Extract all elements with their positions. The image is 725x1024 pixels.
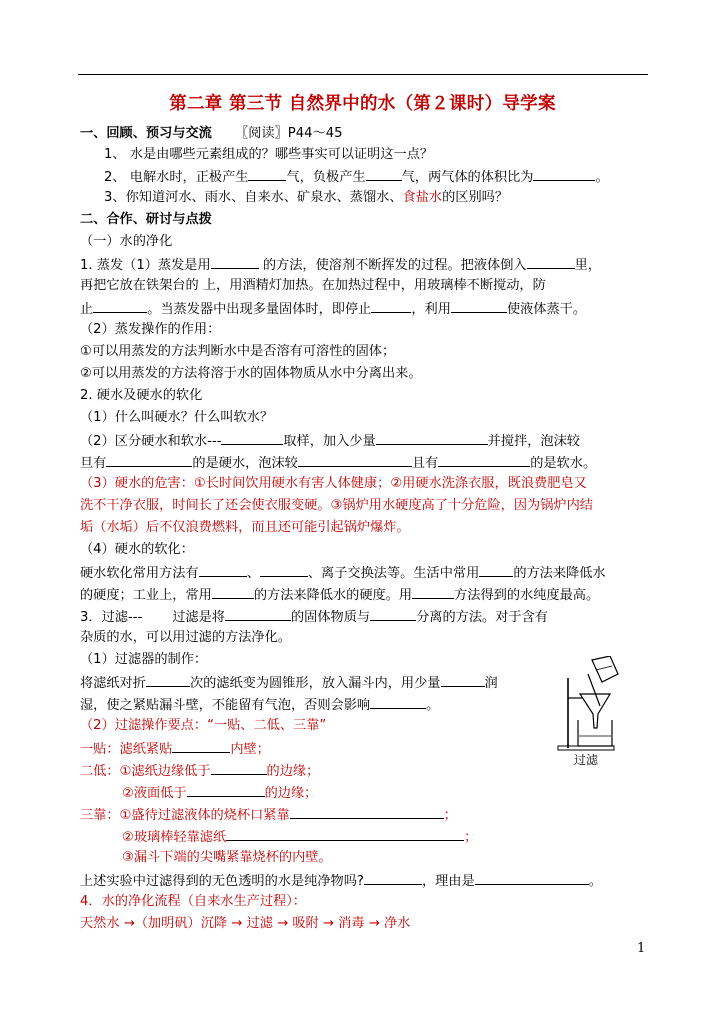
text: 方法得到的水纯度最高。 <box>454 588 600 603</box>
filter-making-heading: （1）过滤器的制作： <box>80 652 208 667</box>
hard-water-line-4 <box>80 452 596 474</box>
q3-highlight: 食盐水 <box>402 190 443 205</box>
text: 3．过滤--- <box>80 610 143 625</box>
text: 取样，加入少量 <box>283 434 376 449</box>
q2-text-a: 2、 电解水时，正极产生 <box>104 170 249 185</box>
section-heading-1 <box>80 124 343 144</box>
text: 的硬度；工业上，常用 <box>80 588 212 603</box>
text: ； <box>464 830 478 845</box>
blank[interactable] <box>146 672 190 687</box>
text: 止 <box>80 302 94 317</box>
text: 。 <box>588 874 602 889</box>
blank[interactable] <box>290 804 444 819</box>
text: 次的滤纸变为圆锥形，放入漏斗内，用少量 <box>189 676 441 691</box>
text: 一贴：滤纸紧贴 <box>80 742 173 757</box>
evaporation-line-6: ②可以用蒸发的方法将溶于水的固体物质从水中分离出来。 <box>80 366 422 381</box>
question-2 <box>104 166 609 188</box>
section-1-title: 一、回顾、预习与交流 <box>80 126 212 141</box>
text: 的方法，使溶剂不断挥发的过程。把液体倒入 <box>258 258 527 273</box>
blank[interactable] <box>364 870 422 885</box>
text: ②玻璃棒轻靠滤纸 <box>122 830 227 845</box>
blank[interactable] <box>226 826 464 841</box>
text: 使液体蒸干。 <box>506 302 587 317</box>
blank[interactable] <box>376 430 488 445</box>
text: 的方法来降低水 <box>513 566 606 581</box>
purification-flow-title: 4．水的净化流程（自来水生产过程）： <box>80 894 306 909</box>
q2-text-c: 气，两气体的体积比为 <box>401 170 534 185</box>
text: 。 <box>426 698 440 713</box>
three-lean-2 <box>122 826 477 848</box>
hard-water-softening: （4）硬水的软化： <box>80 542 194 557</box>
text: 将滤纸对折 <box>80 676 146 691</box>
text: 的固体物质与 <box>290 610 371 625</box>
text: 分离的方法。对于含有 <box>416 610 548 625</box>
page-title: 第二章 第三节 自然界中的水（第２课时）导学案 <box>169 94 556 114</box>
blank[interactable] <box>533 166 595 181</box>
blank[interactable] <box>106 452 192 467</box>
evaporation-line-2: 再把它放在铁架台的 上，用酒精灯加热。在加热过程中，用玻璃棒不断搅动，防 <box>80 278 546 293</box>
softening-line-1 <box>80 562 606 584</box>
reading-reference: 〖阅读〗P44～45 <box>235 126 343 141</box>
text: 的边缘； <box>266 764 320 779</box>
section-heading-2: 二、合作、研讨与点拨 <box>80 212 212 227</box>
text: 1. 蒸发（1）蒸发是用 <box>80 258 211 273</box>
text: ②液面低于 <box>122 786 187 801</box>
question-1: 1、 水是由哪些元素组成的？哪些事实可以证明这一点？ <box>104 147 434 162</box>
text: 二低：①滤纸边缘低于 <box>80 764 211 779</box>
hard-water-line-3 <box>80 430 580 452</box>
hard-water-harm-1: （3）硬水的危害：①长时间饮用硬水有害人体健康；②用硬水洗涤衣服，既浪费肥皂又 <box>80 476 587 491</box>
blank[interactable] <box>527 254 575 269</box>
dash-gap <box>142 607 172 621</box>
blank[interactable] <box>441 672 485 687</box>
text: 过滤是将 <box>172 610 225 625</box>
blank[interactable] <box>371 298 411 313</box>
blank[interactable] <box>298 452 412 467</box>
text: 的边缘； <box>264 786 318 801</box>
blank[interactable] <box>212 584 254 599</box>
hard-water-heading: 2. 硬水及硬水的软化 <box>80 388 203 403</box>
text: 的是硬水，泡沫较 <box>192 456 298 471</box>
question-3 <box>104 188 508 208</box>
filtrate-question <box>80 870 602 892</box>
text: 旦有 <box>80 456 107 471</box>
two-low-2 <box>122 782 317 804</box>
q3-text-c: 的区别吗？ <box>442 190 509 205</box>
blank[interactable] <box>93 298 147 313</box>
filtration-key-points: （2）过滤操作要点：“一贴、二低、三靠” <box>80 718 327 733</box>
text: 内壁； <box>230 742 270 757</box>
text: ，利用 <box>411 302 451 317</box>
two-low-1 <box>80 760 319 782</box>
filter-making-line-2 <box>80 694 439 716</box>
q2-text-d: 。 <box>595 170 609 185</box>
filter-making-line-1 <box>80 672 498 694</box>
text: ； <box>443 808 457 823</box>
blank[interactable] <box>172 738 230 753</box>
blank[interactable] <box>199 562 247 577</box>
purification-flow: 天然水 →（加明矾）沉降 → 过滤 → 吸附 → 消毒 → 净水 <box>80 916 411 931</box>
three-lean-1 <box>80 804 457 826</box>
q2-text-b: 气，负极产生 <box>286 170 366 185</box>
text: 、离子交换法等。生活中常用 <box>307 566 480 581</box>
hard-water-line-2: （1）什么叫硬水？什么叫软水？ <box>80 410 274 425</box>
blank[interactable] <box>451 298 507 313</box>
blank[interactable] <box>211 760 267 775</box>
text: 湿，使之紧贴漏斗壁，不能留有气泡，否则会影响 <box>80 698 371 713</box>
header-rule <box>78 74 648 75</box>
filtration-line-1 <box>80 606 548 628</box>
hard-water-harm-3: 垢（水垢）后不仅浪费燃料，而且还可能引起锅炉爆炸。 <box>80 520 410 535</box>
evaporation-line-4: （2）蒸发操作的作用： <box>80 322 221 337</box>
blank[interactable] <box>438 452 530 467</box>
evaporation-line-5: ①可以用蒸发的方法判断水中是否溶有可溶性的固体； <box>80 344 396 359</box>
blank[interactable] <box>475 870 589 885</box>
blank[interactable] <box>225 606 291 621</box>
text: 的方法来降低水的硬度。用 <box>253 588 413 603</box>
three-lean-3: ③漏斗下端的尖嘴紧靠烧杯的内壁。 <box>122 850 332 865</box>
blank[interactable] <box>187 782 265 797</box>
blank[interactable] <box>211 254 259 269</box>
text: 、 <box>246 566 260 581</box>
blank[interactable] <box>370 694 426 709</box>
text: 润 <box>484 676 498 691</box>
subsection-water-purification: （一）水的净化 <box>80 234 173 249</box>
text: （2）区分硬水和软水--- <box>80 434 222 449</box>
text: 里， <box>574 258 601 273</box>
evaporation-line-3 <box>80 298 586 320</box>
text: 的是软水。 <box>530 456 597 471</box>
filtration-line-2: 杂质的水，可以用过滤的方法净化。 <box>80 630 291 645</box>
evaporation-line-1 <box>80 254 601 276</box>
text: 硬水软化常用方法有 <box>80 566 199 581</box>
blank[interactable] <box>221 430 283 445</box>
softening-line-2 <box>80 584 599 606</box>
blank[interactable] <box>260 562 308 577</box>
text: 上述实验中过滤得到的无色透明的水是纯净物吗? <box>80 874 364 889</box>
blank[interactable] <box>479 562 513 577</box>
page-number: 1 <box>637 941 646 956</box>
text: ，理由是 <box>421 874 475 889</box>
text: 并搅拌，泡沫较 <box>487 434 580 449</box>
text: 且有 <box>411 456 439 471</box>
blank[interactable] <box>370 606 416 621</box>
hard-water-harm-2: 洗不干净衣服，时间长了还会使衣服变硬。③锅炉用水硬度高了十分危险，因为锅炉内结 <box>80 498 593 513</box>
text: 三靠：①盛待过滤液体的烧杯口紧靠 <box>80 808 290 823</box>
q3-text-a: 3、你知道河水、雨水、自来水、矿泉水、蒸馏水、 <box>104 190 403 205</box>
blank[interactable] <box>248 166 286 181</box>
figure-caption: 过滤 <box>574 753 599 767</box>
blank[interactable] <box>412 584 454 599</box>
one-stick <box>80 738 270 760</box>
blank[interactable] <box>366 166 402 181</box>
text: 。当蒸发器中出现多量固体时，即停止 <box>147 302 372 317</box>
